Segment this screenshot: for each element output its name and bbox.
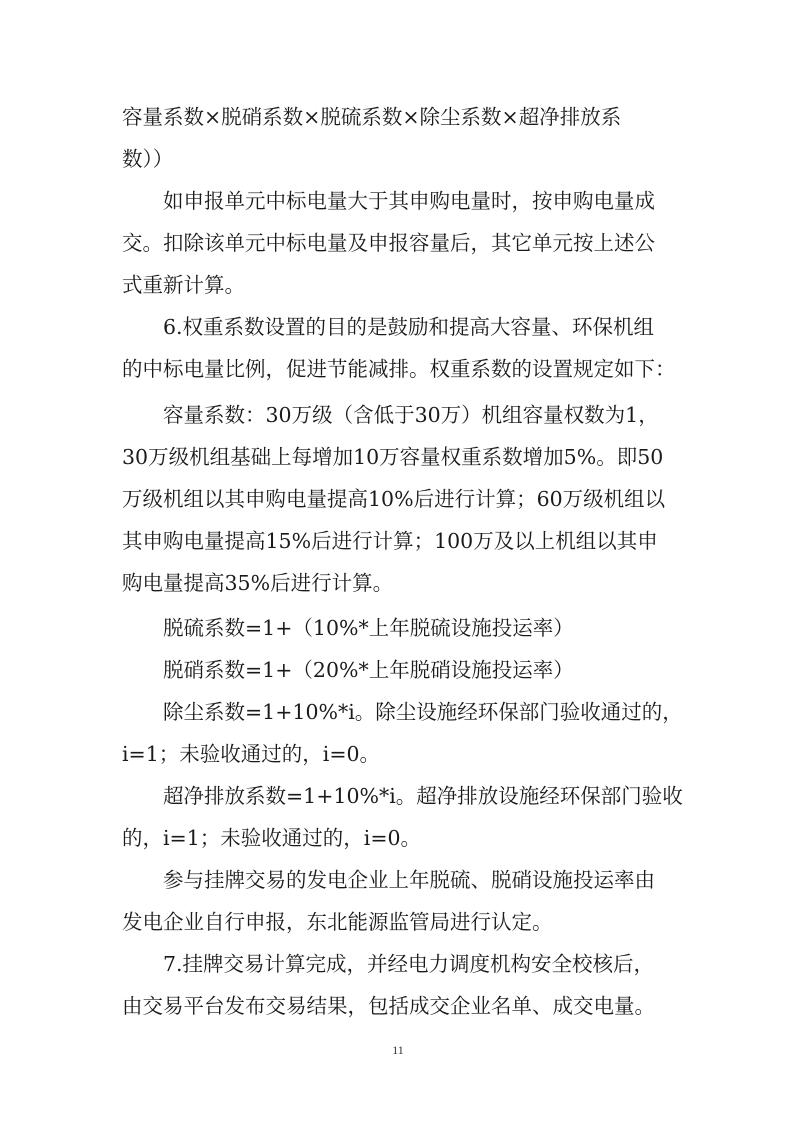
text-line: i=1；未验收通过的，i=0。	[122, 742, 381, 766]
page-number: 11	[392, 1043, 404, 1057]
text-line: 除尘系数=1+10%*i。除尘设施经环保部门验收通过的，	[163, 700, 683, 724]
text-line: 万级机组以其申购电量提高10%后进行计算；60万级机组以	[122, 487, 666, 511]
text-line: 容量系数×脱硝系数×脱硫系数×除尘系数×超净排放系	[122, 105, 622, 129]
text-line: 数））	[122, 147, 174, 171]
text-line: 6.权重系数设置的目的是鼓励和提高大容量、环保机组	[163, 315, 655, 339]
text-line: 参与挂牌交易的发电企业上年脱硫、脱硝设施投运率由	[163, 868, 655, 892]
text-line: 如申报单元中标电量大于其申购电量时，按申购电量成	[163, 189, 655, 213]
text-line: 交。扣除该单元中标电量及申报容量后，其它单元按上述公	[122, 231, 655, 255]
text-line: 30万级机组基础上每增加10万容量权重系数增加5%。即50	[122, 445, 664, 469]
text-line: 脱硫系数=1+（10%*上年脱硫设施投运率）	[163, 616, 574, 640]
text-line: 由交易平台发布交易结果，包括成交企业名单、成交电量。	[122, 994, 655, 1018]
text-line: 脱硝系数=1+（20%*上年脱硝设施投运率）	[163, 658, 574, 682]
text-line: 发电企业自行申报，东北能源监管局进行认定。	[122, 910, 553, 934]
text-line: 其申购电量提高15%后进行计算；100万及以上机组以其申	[122, 529, 658, 553]
text-line: 超净排放系数=1+10%*i。超净排放设施经环保部门验收	[163, 784, 683, 808]
text-line: 的，i=1；未验收通过的，i=0。	[122, 826, 422, 850]
text-line: 的中标电量比例，促进节能减排。权重系数的设置规定如下：	[122, 357, 676, 381]
text-line: 7.挂牌交易计算完成，并经电力调度机构安全校核后，	[163, 952, 655, 976]
text-line: 式重新计算。	[122, 273, 245, 297]
text-line: 容量系数：30万级（含低于30万）机组容量权数为1，	[163, 403, 659, 427]
text-line: 购电量提高35%后进行计算。	[122, 571, 394, 595]
